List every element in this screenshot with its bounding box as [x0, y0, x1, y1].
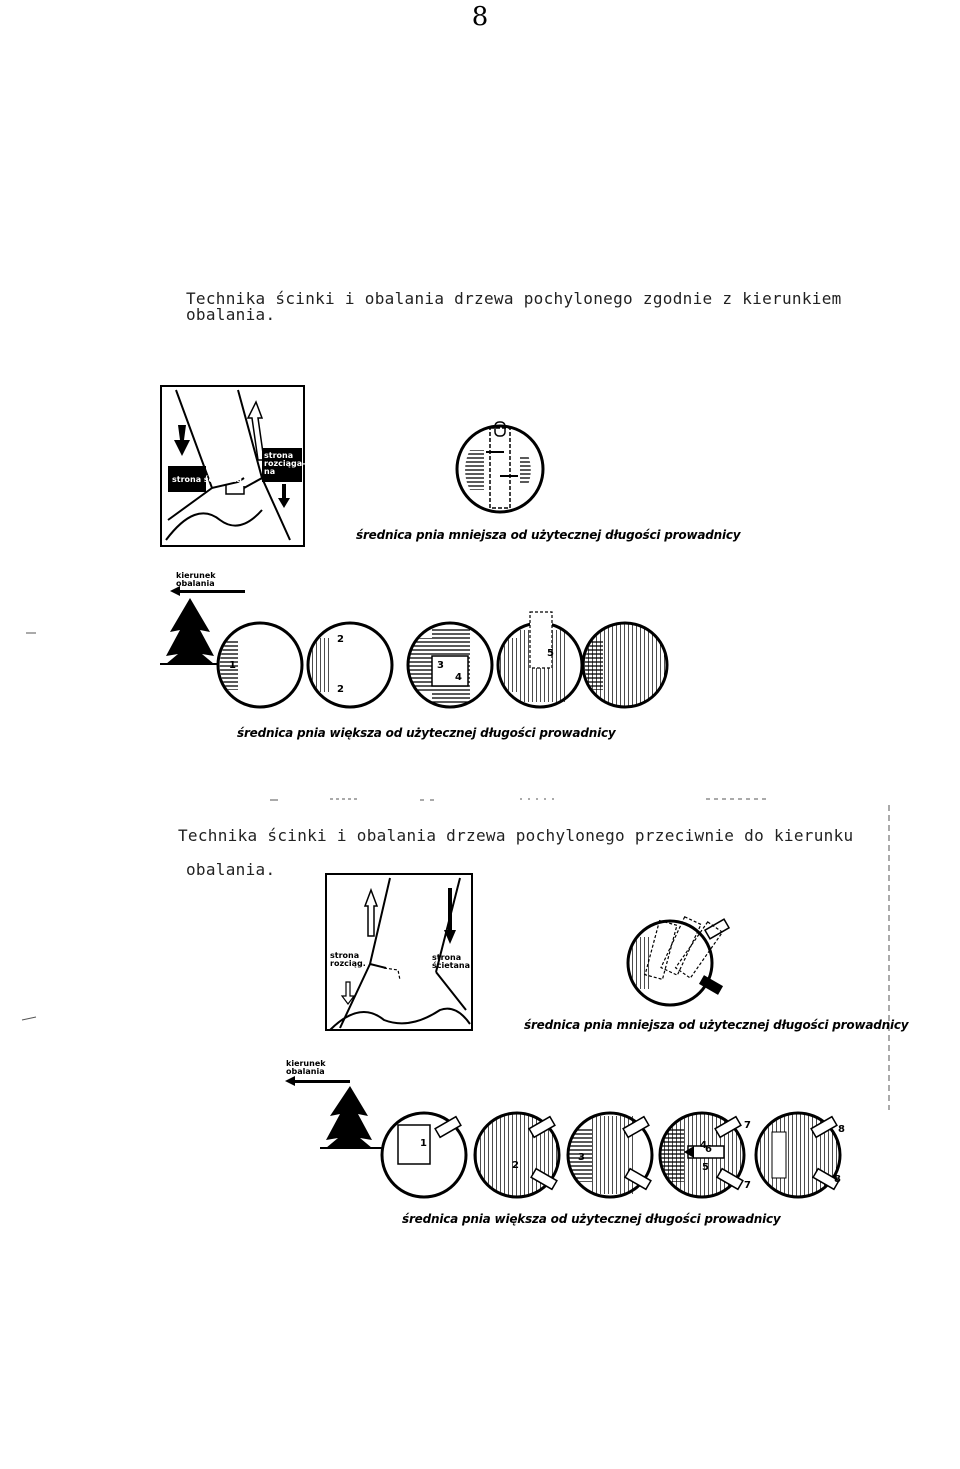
s2-step-circle-2: [475, 1113, 559, 1197]
s1-step-circle-5: [583, 623, 667, 707]
s1-label-strona-scietana: strona ścietana: [172, 475, 242, 484]
s1-step-label: 4: [455, 672, 462, 683]
s1-step-circle-4: [498, 612, 582, 707]
s2-step-label: 3: [578, 1152, 585, 1163]
s2-small-diameter-circle: [628, 917, 729, 1005]
section2-title-line1: Technika ścinki i obalania drzewa pochylonego przeciwnie do kierunku: [178, 826, 854, 845]
s1-step-label: 2: [337, 634, 344, 645]
s1-step-label: 3: [437, 660, 444, 671]
s2-label-strona-rozciagana: strona rozciąg.: [330, 951, 366, 968]
s2-step-label: 8: [838, 1124, 845, 1135]
s1-label-strona-rozciagana: strona rozciąga-na: [264, 451, 306, 476]
s2-step-label: 5: [702, 1162, 709, 1173]
section1-title-line2: obalania.: [186, 305, 276, 324]
s1-step-label: 5: [547, 648, 554, 659]
s2-label-strona-scietana: strona ścietana: [432, 953, 470, 970]
s1-small-diameter-circle: [457, 422, 543, 512]
arrow-down-icon: [174, 425, 190, 456]
s2-step-label: 7: [744, 1180, 751, 1191]
s1-caption-bottom: średnica pnia większa od użytecznej długości prowadnicy: [237, 726, 616, 740]
page-number: 8: [471, 2, 489, 32]
s1-step-circle-3: [408, 623, 492, 707]
s1-step-circle-2: [308, 623, 392, 707]
section2-title-line2: obalania.: [186, 860, 276, 879]
section1-title-line1: Technika ścinki i obalania drzewa pochylonego zgodnie z kierunkiem: [186, 289, 842, 308]
s2-step-label: 7: [744, 1120, 751, 1131]
s2-caption-top: średnica pnia mniejsza od użytecznej długości prowadnicy: [524, 1018, 909, 1032]
s2-step-label: 2: [512, 1160, 519, 1171]
s1-step-label: 2: [337, 684, 344, 695]
s2-step-label: 1: [420, 1138, 427, 1149]
s2-step-circle-4: [660, 1113, 744, 1197]
s1-caption-top: średnica pnia mniejsza od użytecznej długości prowadnicy: [356, 528, 741, 542]
s1-step-label: 1: [229, 660, 236, 671]
s2-step-label: 8: [834, 1174, 841, 1185]
arrow-up-icon: [248, 402, 264, 460]
s2-step-circle-1: [382, 1113, 466, 1197]
s2-caption-bottom: średnica pnia większa od użytecznej długości prowadnicy: [402, 1212, 781, 1226]
s2-step-label: 4: [700, 1140, 707, 1151]
s1-label-kierunek: kierunek obalania: [176, 571, 216, 588]
s2-step-label: 6: [705, 1144, 712, 1155]
s2-tree-icon: [285, 1076, 388, 1148]
s2-step-circle-5: [756, 1113, 840, 1197]
s2-label-kierunek: kierunek obalania: [286, 1059, 326, 1076]
